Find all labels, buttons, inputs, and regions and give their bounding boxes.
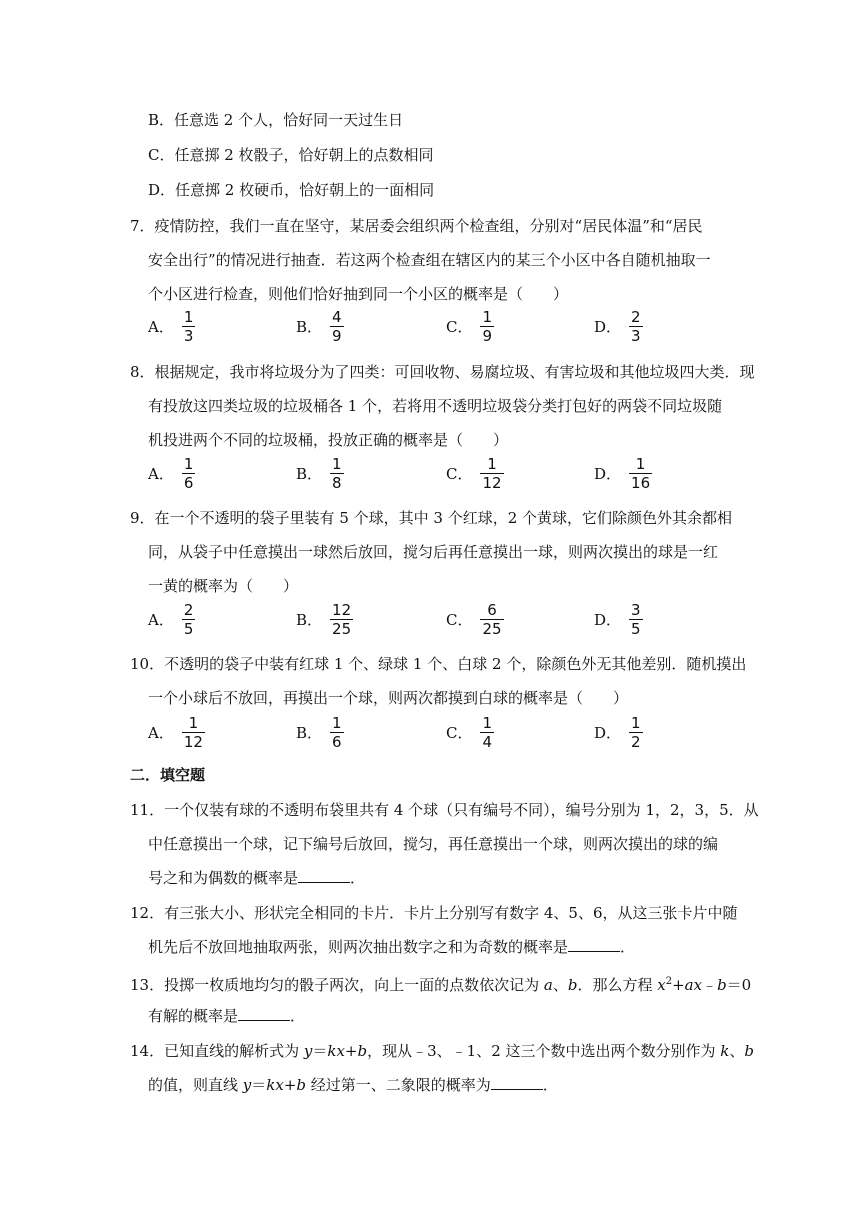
q14-sep: 、 — [729, 1042, 745, 1060]
option-label: A． — [148, 318, 174, 336]
denominator: 5 — [631, 620, 641, 638]
q14-text-2: ，现从﹣3、﹣1、2 这三个数中选出两个数分别作为 — [367, 1042, 721, 1060]
q10-option-c — [446, 715, 494, 750]
option-label: A． — [148, 465, 174, 483]
q13-text: 13．投掷一枚质地均匀的骰子两次，向上一面的点数依次记为 — [130, 976, 544, 994]
denominator: 25 — [482, 620, 502, 638]
q14-line-2 — [148, 1075, 558, 1095]
q9-line-1: 9．在一个不透明的袋子里装有 5 个球，其中 3 个红球，2 个黄球，它们除颜色外其余都相 — [130, 509, 733, 527]
equals: ＝ — [251, 1076, 267, 1094]
option-b-q6: B．任意选 2 个人，恰好同一天过生日 — [148, 111, 404, 129]
denominator: 3 — [183, 327, 194, 345]
numerator: 2 — [183, 601, 194, 619]
q8-option-c — [446, 456, 504, 491]
q8-option-a — [148, 456, 195, 491]
exponent: 2 — [665, 976, 673, 987]
option-label: C． — [446, 318, 473, 336]
q7-line-2: 安全出行”的情况进行抽查．若这两个检查组在辖区内的某三个小区中各自随机抽取一 — [148, 251, 711, 269]
numerator: 1 — [635, 455, 646, 473]
q11-line-3 — [148, 868, 365, 888]
option-d-q6: D．任意掷 2 枚硬币，恰好朝上的一面相同 — [148, 181, 435, 199]
var-x: x — [657, 976, 666, 994]
option-label: A． — [148, 724, 174, 742]
numerator: 1 — [631, 714, 641, 732]
q9-option-b — [296, 602, 353, 637]
var-b: b — [717, 976, 727, 994]
answer-blank[interactable] — [238, 1006, 290, 1021]
numerator: 3 — [631, 601, 641, 619]
q8-line-1: 8．根据规定，我市将垃圾分为了四类：可回收物、易腐垃圾、有害垃圾和其他垃圾四大类．现 — [130, 363, 755, 381]
var-b: b — [567, 976, 578, 994]
denominator: 12 — [183, 733, 203, 751]
q14-text: 的值，则直线 — [148, 1076, 243, 1094]
denominator: 6 — [183, 474, 194, 492]
numerator: 6 — [487, 601, 497, 619]
q7-option-a — [148, 309, 195, 344]
option-label: D． — [594, 724, 622, 742]
option-label: B． — [296, 318, 323, 336]
denominator: 3 — [631, 327, 641, 345]
q11-line-2: 中任意摸出一个球，记下编号后放回，搅匀，再任意摸出一个球，则两次摸出的球的编 — [148, 835, 719, 853]
q9-option-a — [148, 602, 195, 637]
numerator: 1 — [332, 455, 342, 473]
numerator: 1 — [487, 455, 497, 473]
term-ax: ax — [684, 976, 703, 994]
q7-line-1: 7．疫情防控，我们一直在坚守，某居委会组织两个检查组，分别对“居民体温”和“居民 — [130, 217, 703, 235]
q8-line-3: 机投进两个不同的垃圾桶，投放正确的概率是（ ） — [148, 431, 509, 449]
fraction — [330, 715, 344, 750]
q10-option-d — [594, 715, 643, 750]
q12-line-1: 12．有三张大小、形状完全相同的卡片．卡片上分别写有数字 4、5、6，从这三张卡片中随 — [130, 904, 738, 922]
numerator: 2 — [631, 308, 641, 326]
period: ． — [620, 938, 636, 956]
option-c-q6: C．任意掷 2 枚骰子，恰好朝上的点数相同 — [148, 146, 434, 164]
option-label: C． — [446, 724, 473, 742]
numerator: 1 — [183, 455, 194, 473]
q13-line-2 — [148, 1006, 305, 1026]
minus-sign: ﹣ — [702, 976, 718, 994]
fraction — [480, 602, 503, 637]
option-label: B． — [296, 611, 323, 629]
q8-option-d — [594, 456, 652, 491]
q7-line-3: 个小区进行检查，则他们恰好抽到同一个小区的概率是（ ） — [148, 285, 569, 303]
answer-blank[interactable] — [491, 1075, 543, 1090]
denominator: 12 — [482, 474, 502, 492]
fraction — [182, 715, 205, 750]
fraction — [480, 715, 494, 750]
q9-line-2: 同，从袋子中任意摸出一球然后放回，搅匀后再任意摸出一球，则两次摸出的球是一红 — [148, 543, 719, 561]
fraction — [182, 456, 196, 491]
fraction — [480, 309, 494, 344]
denominator: 9 — [482, 327, 493, 345]
var-y: y — [242, 1076, 252, 1094]
denominator: 9 — [332, 327, 342, 345]
numerator: 12 — [332, 601, 352, 619]
option-label: B． — [296, 465, 323, 483]
q8-line-2: 有投放这四类垃圾的垃圾桶各 1 个，若将用不透明垃圾袋分类打包好的两袋不同垃圾随 — [148, 397, 723, 415]
denominator: 6 — [332, 733, 342, 751]
numerator: 4 — [332, 308, 342, 326]
period: ． — [290, 1007, 306, 1025]
term-kx: kx — [266, 1076, 284, 1094]
q13-sep: 、 — [552, 976, 568, 994]
q12-text: 机先后不放回地抽取两张，则两次抽出数字之和为奇数的概率是 — [148, 938, 569, 956]
numerator: 1 — [482, 714, 493, 732]
option-label: A． — [148, 611, 174, 629]
var-a: a — [543, 976, 553, 994]
numerator: 1 — [482, 308, 493, 326]
q8-option-b — [296, 456, 344, 491]
fraction — [182, 602, 196, 637]
var-b: b — [296, 1076, 307, 1094]
plus-sign: + — [344, 1042, 358, 1060]
q13-text: 有解的概率是 — [148, 1007, 239, 1025]
denominator: 8 — [332, 474, 342, 492]
answer-blank[interactable] — [298, 868, 350, 883]
numerator: 1 — [332, 714, 342, 732]
q7-option-b — [296, 309, 344, 344]
fraction — [480, 456, 503, 491]
equals: ＝ — [312, 1042, 328, 1060]
q7-option-d — [594, 309, 643, 344]
fraction — [182, 309, 196, 344]
term-kx: kx — [327, 1042, 345, 1060]
q9-option-d — [594, 602, 643, 637]
option-label: B． — [296, 724, 323, 742]
q10-option-a — [148, 715, 205, 750]
q14-text-2: 经过第一、二象限的概率为 — [306, 1076, 491, 1094]
var-b: b — [357, 1042, 368, 1060]
q9-line-3: 一黄的概率为（ ） — [148, 577, 299, 595]
option-label: D． — [594, 611, 622, 629]
period: ． — [542, 1076, 558, 1094]
q11-line-1: 11．一个仅装有球的不透明布袋里共有 4 个球（只有编号不同），编号分别为 1，2，3，5．从 — [130, 801, 759, 819]
period: ． — [350, 869, 366, 887]
fraction — [629, 456, 652, 491]
denominator: 25 — [332, 620, 352, 638]
fraction — [629, 715, 643, 750]
q12-line-2 — [148, 937, 635, 957]
q11-text: 号之和为偶数的概率是 — [148, 869, 299, 887]
option-label: C． — [446, 611, 473, 629]
option-label: C． — [446, 465, 473, 483]
fraction — [330, 456, 344, 491]
option-label: D． — [594, 465, 622, 483]
plus-sign: + — [672, 976, 685, 994]
var-y: y — [303, 1042, 313, 1060]
q10-line-1: 10．不透明的袋子中装有红球 1 个、绿球 1 个、白球 2 个，除颜色外无其他差别．随机摸出 — [130, 655, 747, 673]
q14-line-1 — [130, 1041, 754, 1061]
answer-blank[interactable] — [568, 937, 620, 952]
numerator: 1 — [183, 308, 194, 326]
fraction — [330, 309, 344, 344]
option-label: D． — [594, 318, 622, 336]
q14-text: 14．已知直线的解析式为 — [130, 1042, 304, 1060]
fraction — [629, 602, 643, 637]
equals-zero: ＝0 — [726, 976, 752, 994]
numerator: 1 — [188, 714, 199, 732]
fraction — [330, 602, 353, 637]
q10-option-b — [296, 715, 344, 750]
var-b: b — [744, 1042, 754, 1060]
denominator: 16 — [631, 474, 651, 492]
fraction — [629, 309, 643, 344]
q10-line-2: 一个小球后不放回，再摸出一个球，则两次都摸到白球的概率是（ ） — [148, 689, 629, 707]
q13-text-2: ．那么方程 — [577, 976, 658, 994]
q7-option-c — [446, 309, 494, 344]
q9-option-c — [446, 602, 504, 637]
denominator: 4 — [482, 733, 493, 751]
denominator: 2 — [631, 733, 641, 751]
q13-line-1 — [130, 972, 751, 995]
denominator: 5 — [183, 620, 194, 638]
var-k: k — [720, 1042, 730, 1060]
section-heading-fill-in: 二．填空题 — [130, 766, 206, 784]
plus-sign: + — [283, 1076, 297, 1094]
